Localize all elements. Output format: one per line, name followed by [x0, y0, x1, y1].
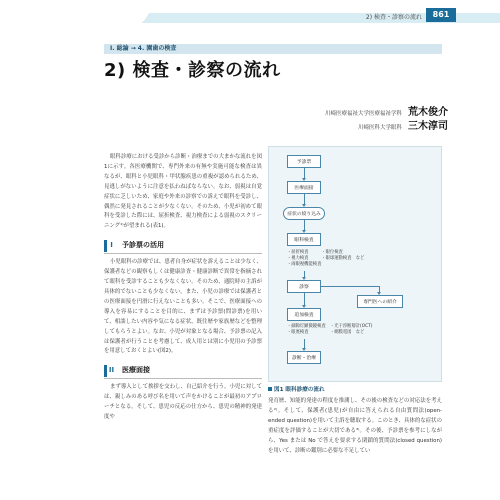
flow-arrow — [304, 220, 305, 230]
flow-arrow — [304, 168, 305, 178]
flow-arrow — [304, 271, 305, 277]
flow-box-questionnaire: 予診票 — [287, 155, 321, 168]
breadcrumb: I. 総論 → 4. 園歯の検査 — [104, 44, 442, 54]
flow-box-eye-exam: 眼科検査 — [287, 233, 321, 246]
section-heading-2 — [104, 365, 262, 377]
flow-arrow — [304, 339, 305, 348]
author-1 — [325, 103, 448, 118]
flow-connector — [321, 286, 379, 287]
page-number: 861 — [426, 8, 456, 22]
flow-arrow — [304, 194, 305, 204]
section-2-paragraph: まず導入として挨拶を交わし、自己紹介を行う。小児に対しては、親しみのある呼び名を用いて声をかけることが最初のアプローチとなる。そして、患児の反応の仕方から、患児の精神的発達度や — [104, 384, 262, 421]
section-number: I — [104, 240, 116, 252]
intro-paragraph: 眼科診療における受診から診断・治療までの大まかな流れを図1に示す。各医療機関で、専門外来の有無や実施可能な検査は異なるが、眼科と小児眼科・甲状腺疾患の重複が認められるため、見逃しがないように注意を払わねばならない。なお、弱視は自覚症状に乏しいため、家庭や外来の診察での訴えで眼科を受診し、偶然に発見されることが少なくない。そのため、小児が初めて眼科を受診した際には、屈折検査、視力検査による弱視のスクリーニング¹⁾が望まれる(表1)。 — [104, 154, 262, 230]
section-label: 医療面接 — [122, 366, 150, 375]
section-label: 予診票の活用 — [122, 241, 164, 250]
section-heading-1 — [104, 240, 262, 252]
body-column-left — [104, 153, 262, 423]
section-number: II — [104, 365, 116, 377]
figure-caption — [268, 385, 325, 393]
caption-square-icon — [268, 387, 272, 391]
flowchart-figure — [268, 146, 442, 382]
flow-box-additional-tests: 追加検査 — [287, 308, 321, 321]
author-name: 三木淳司 — [408, 121, 448, 132]
author-affiliation: 川崎医療福祉大学医療福祉学科 — [324, 111, 402, 117]
page-title: 2) 検査・診察の流れ — [104, 60, 281, 81]
running-head: 2) 検査・診察の流れ — [365, 14, 422, 21]
author-name: 荒木俊介 — [408, 107, 448, 118]
flow-box-consultation: 診察 — [287, 280, 321, 293]
section-1-paragraph: 小児眼科の診療では、患者自身が症状を訴えることは少なく、保護者などの観察もしくは健康診査・健康診断で異常を指摘されて眼科を受診することも少なくない。そのため、通院時の主訴が具体的でないことも少なくない。また、小児の診療では保護者との医療面接を円滑に行えないことも多い。そこで、医療面接への導入を容易にすることを目的に、まずは予診票(問診票)を用いて、相談したい内容や気になる症状、既往歴や家族歴などを整理してもらうとよい。なお、小児が対象となる場合、予診票の記入は保護者が行うことを考慮して、成人用とは別に小児用の予診票を用意しておくとよい(図2)。 — [104, 259, 262, 355]
flow-arrow — [379, 286, 380, 292]
flow-box-interview: 医療面接 — [287, 181, 321, 194]
body-column-right: 発育歴、知能的発達の程度を推測し、その後の検査などの対応法を考える²⁾。そして、保護者(患児)が自由に答えられる自由質問法(open-ended question)を用いて主訴を聴取する。このとき、具体的な症状の重症度を評価することが大切である³⁾。その後、予診票を参考にしながら、Yes または No で答えを要求する閉鎖的質問法(closed question)を用いて、診断の鑑別に必要な不足してい — [268, 398, 442, 454]
author-2 — [358, 117, 448, 132]
flow-box-narrowing: 症状の絞り込み — [283, 207, 325, 220]
exam-list: ・屈折検査 ・眼位検査 ・視力検査 ・眼球運動検査 など ・両眼視機能検査 — [287, 250, 365, 268]
flow-box-referral: 専門医への紹介 — [357, 295, 403, 308]
additional-test-list: ・細隙灯顕微鏡検査 ・光干渉断層計(OCT) ・眼底検査 ・網膜電図 など — [287, 324, 373, 336]
flow-box-diagnosis: 診断・治療 — [287, 351, 321, 364]
flow-arrow — [304, 293, 305, 305]
author-affiliation: 川崎医科大学眼科 — [357, 125, 402, 131]
caption-text: 図1 眼科診療の流れ — [274, 387, 325, 393]
